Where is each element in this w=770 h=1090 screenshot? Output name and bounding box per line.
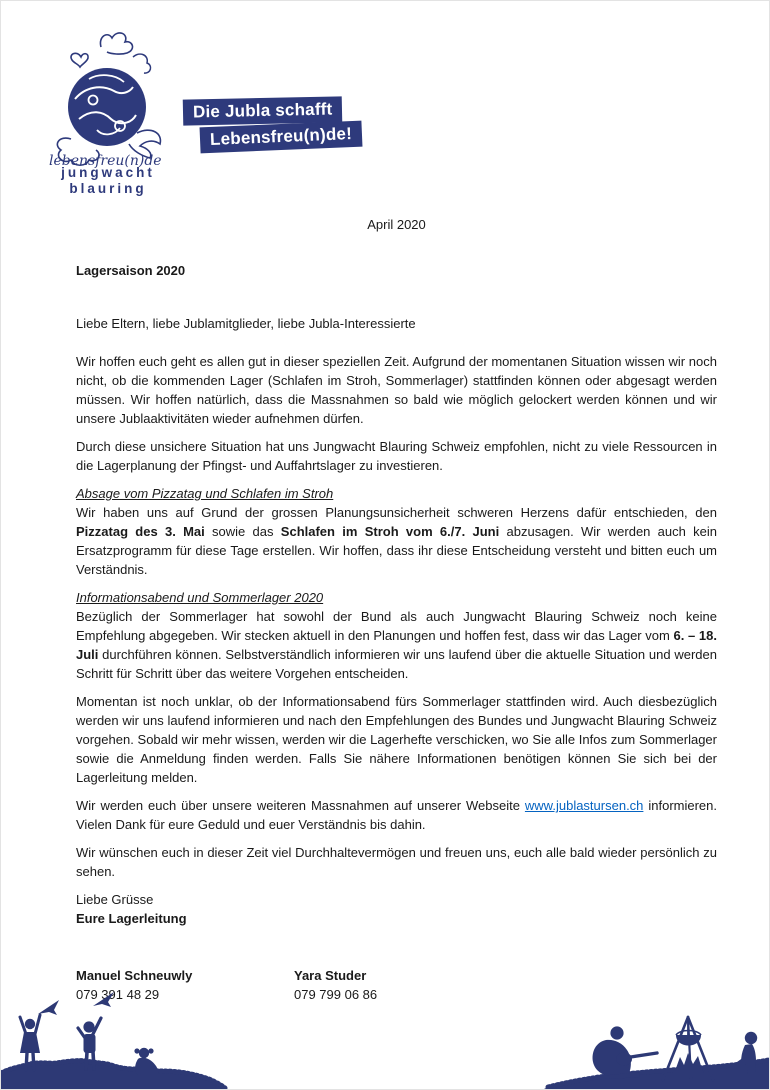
children-flying-paper-planes-illustration <box>1 989 236 1089</box>
logo-script-text: lebensfreu(n)de <box>49 153 162 169</box>
paragraph <box>76 796 717 834</box>
campfire-guitar-illustration <box>544 1009 769 1089</box>
text-segment: durchführen können. Selbstverständlich informieren wir uns laufend über die aktuelle Situation und werden Schritt für Schritt über das weitere Vorgehen entscheiden. <box>76 647 717 681</box>
text-segment: Bezüglich der Sommerlager hat sowohl der Bund als auch Jungwacht Blauring Schweiz noch keine Empfehlung abgegeben. Wir stecken aktuell in den Planungen und hoffen fest, dass wir das Lager vom <box>76 609 717 643</box>
wordmark-jungwacht: jungwacht <box>61 165 155 180</box>
paragraph <box>76 692 717 787</box>
text-segment: Wir haben uns auf Grund der grossen Planungsunsicherheit schweren Herzens dafür entschieden, den <box>76 505 717 520</box>
paragraph <box>76 437 717 475</box>
text-segment: Wir werden euch über unsere weiteren Massnahmen auf unserer Webseite <box>76 798 525 813</box>
slogan-banner-line2: Lebensfreu(n)de! <box>200 121 363 154</box>
logo-wordmark <box>41 165 175 197</box>
jubla-logo <box>41 27 175 197</box>
signature-phone: 079 799 06 86 <box>294 987 378 1002</box>
signature-phone: 079 391 48 29 <box>76 987 160 1002</box>
bold-text: 6. – 18. Juli <box>76 628 717 662</box>
bold-text: Pizzatag des 3. Mai <box>76 524 205 539</box>
signature-name: Yara Studer <box>294 968 367 983</box>
wordmark-blauring: blauring <box>69 181 147 196</box>
text-segment: Wir wünschen euch in dieser Zeit viel Durchhaltevermögen und freuen uns, euch alle bald wieder persönlich zu sehen. <box>76 845 717 879</box>
letter-body <box>76 352 717 881</box>
bold-text: Schlafen im Stroh vom 6./7. Juni <box>280 524 500 539</box>
paragraph <box>76 352 717 428</box>
text-segment: informieren. Vielen Dank für eure Geduld und euer Verständnis bis dahin. <box>76 798 717 832</box>
slogan-banner-line1: Die Jubla schafft <box>183 96 343 125</box>
letter-content <box>1 215 769 1004</box>
section-heading: Absage vom Pizzatag und Schlafen im Stroh <box>76 486 334 501</box>
text-segment: Durch diese unsichere Situation hat uns Jungwacht Blauring Schweiz empfohlen, nicht zu viele Ressourcen in die Lagerplanung der Pfingst- und Auffahrtslager zu investieren. <box>76 439 717 473</box>
salutation: Liebe Eltern, liebe Jublamitglieder, liebe Jubla-Interessierte <box>76 316 416 331</box>
text-segment: Wir hoffen euch geht es allen gut in dieser speziellen Zeit. Aufgrund der momentanen Situation wissen wir noch nicht, ob die kommenden Lager (Schlafen im Stroh, Sommerlager) stattfinden können oder abgesagt werden müssen. Wir hoffen natürlich, dass die Massnahmen so bald wie möglich gelockert werden können und wir unsere Jublaaktivitäten wieder aufnehmen dürfen. <box>76 354 717 426</box>
signature-name: Manuel Schneuwly <box>76 968 193 983</box>
subject-line: Lagersaison 2020 <box>76 263 186 278</box>
section-heading: Informationsabend und Sommerlager 2020 <box>76 590 324 605</box>
website-link[interactable]: www.jublastursen.ch <box>524 798 644 813</box>
paragraph <box>76 503 717 579</box>
jubla-globe-logo-icon <box>41 27 175 169</box>
paragraph <box>76 607 717 683</box>
letterhead <box>1 1 769 197</box>
closing <box>76 890 717 928</box>
paragraph <box>76 843 717 881</box>
closing-greeting: Liebe Grüsse <box>76 892 154 907</box>
text-segment: Momentan ist noch unklar, ob der Informationsabend fürs Sommerlager stattfinden wird. Auch diesbezüglich werden wir uns laufend informieren und nach den Empfehlungen des Bundes und Jungwacht Blauring Schweiz vorgehen. Sobald wir mehr wissen, werden wir die Lagerhefte verschicken, wo Sie alle Infos zum Sommerlager sowie die Anmeldung finden werden. Falls Sie nähere Informationen benötigen können Sie sich bei der Lagerleitung melden. <box>76 694 717 785</box>
text-segment: abzusagen. Wir werden auch kein Ersatzprogramm für diese Tage erstellen. Wir hoffen, dass ihr diese Entscheidung versteht und bitten euch um Verständnis. <box>76 524 717 577</box>
signature-yara <box>294 966 512 1004</box>
date: April 2020 <box>367 217 426 232</box>
closing-signoff: Eure Lagerleitung <box>76 911 187 926</box>
text-segment: sowie das <box>204 524 281 539</box>
